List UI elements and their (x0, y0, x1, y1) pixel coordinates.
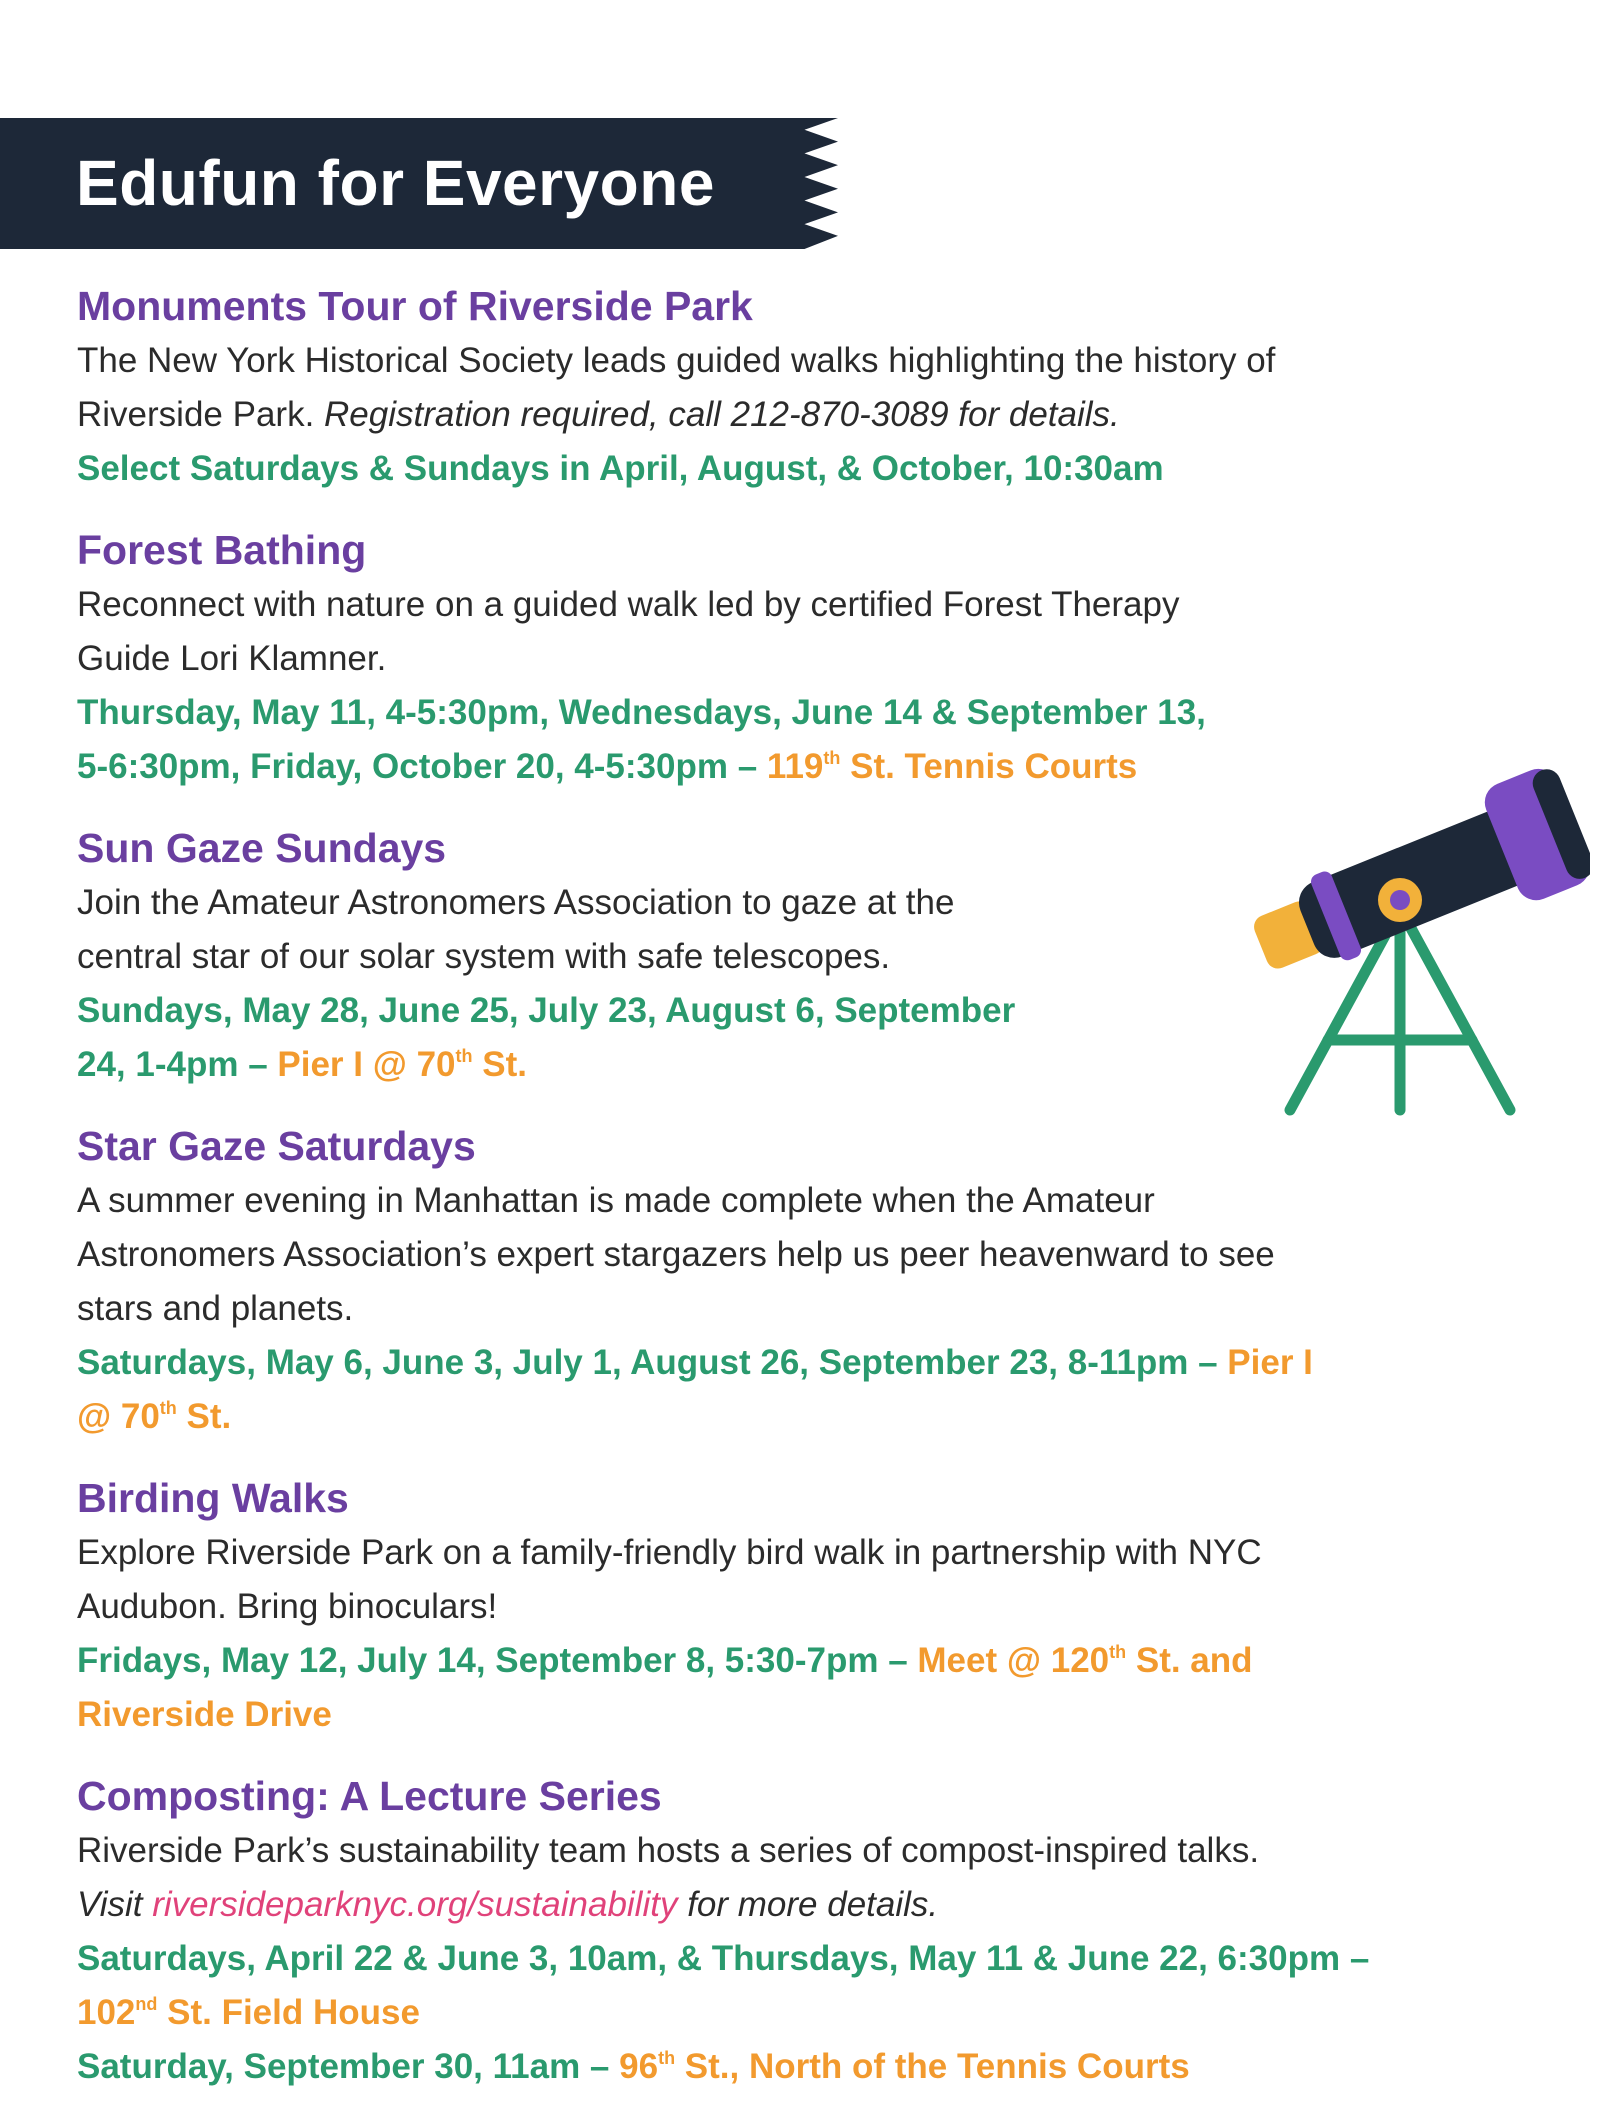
event-description: Explore Riverside Park on a family-friendly bird walk in partnership with NYC Audubon. Bring binoculars! (77, 1533, 1262, 1626)
sustainability-link[interactable]: riversideparknyc.org/sustainability (152, 1885, 678, 1924)
page-title: Edufun for Everyone (76, 147, 715, 219)
event-schedule: Select Saturdays & Sundays in April, August, & October, 10:30am (77, 449, 1164, 488)
event-description: The New York Historical Society leads guided walks highlighting the history of Riverside Park. Registration required, call 212-870-3089 for details. (77, 341, 1276, 434)
event-description: Riverside Park’s sustainability team hosts a series of compost-inspired talks. Visit riversideparknyc.org/sustainability for more details. (77, 1831, 1260, 1924)
event-description: A summer evening in Manhattan is made complete when the Amateur Astronomers Association’s expert stargazers help us peer heavenward to see stars and planets. (77, 1181, 1275, 1328)
event-schedule: Sundays, May 28, June 25, July 23, August 6, September 24, 1-4pm – Pier I @ 70th St. (77, 991, 1016, 1084)
event-location: Meet @ 120th St. and Riverside Drive (77, 1641, 1253, 1734)
event-title: Star Gaze Saturdays (77, 1123, 476, 1169)
telescope-icon (1210, 740, 1590, 1120)
event-schedule: Saturdays, April 22 & June 3, 10am, & Thursdays, May 11 & June 22, 6:30pm – 102nd St. Field House Saturday, September 30, 11am – 96th St., North of the Tennis Courts (77, 1939, 1370, 2086)
event-title: Birding Walks (77, 1475, 349, 1521)
event-monuments-tour (77, 278, 1557, 496)
event-list (77, 278, 1557, 2120)
event-description: Join the Amateur Astronomers Association to gaze at the central star of our solar system with safe telescopes. (77, 883, 955, 976)
event-schedule: Saturdays, May 6, June 3, July 1, August 26, September 23, 8-11pm – Pier I @ 70th St. (77, 1343, 1313, 1436)
event-title: Forest Bathing (77, 527, 367, 573)
event-schedule: Fridays, May 12, July 14, September 8, 5:30-7pm – Meet @ 120th St. and Riverside Drive (77, 1641, 1253, 1734)
event-schedule: Thursday, May 11, 4-5:30pm, Wednesdays, June 14 & September 13, 5-6:30pm, Friday, October 20, 4-5:30pm – 119th St. Tennis Courts (77, 693, 1206, 786)
event-location: Pier I @ 70th St. (77, 1343, 1313, 1436)
event-birding-walks (77, 1470, 1557, 1742)
event-location: 102nd St. Field House (77, 1993, 420, 2032)
event-description: Reconnect with nature on a guided walk led by certified Forest Therapy Guide Lori Klamner. (77, 585, 1180, 678)
event-sun-gaze (77, 820, 1207, 1092)
event-location: 119th St. Tennis Courts (766, 747, 1138, 786)
event-star-gaze (77, 1118, 1557, 1444)
event-title: Monuments Tour of Riverside Park (77, 283, 753, 329)
event-location-2: 96th St., North of the Tennis Courts (619, 2047, 1190, 2086)
event-title: Composting: A Lecture Series (77, 1773, 662, 1819)
registration-note: Registration required, call 212-870-3089 for details. (324, 395, 1120, 434)
event-composting (77, 1768, 1557, 2094)
event-title: Sun Gaze Sundays (77, 825, 447, 871)
event-location: Pier I @ 70th St. (277, 1045, 527, 1084)
